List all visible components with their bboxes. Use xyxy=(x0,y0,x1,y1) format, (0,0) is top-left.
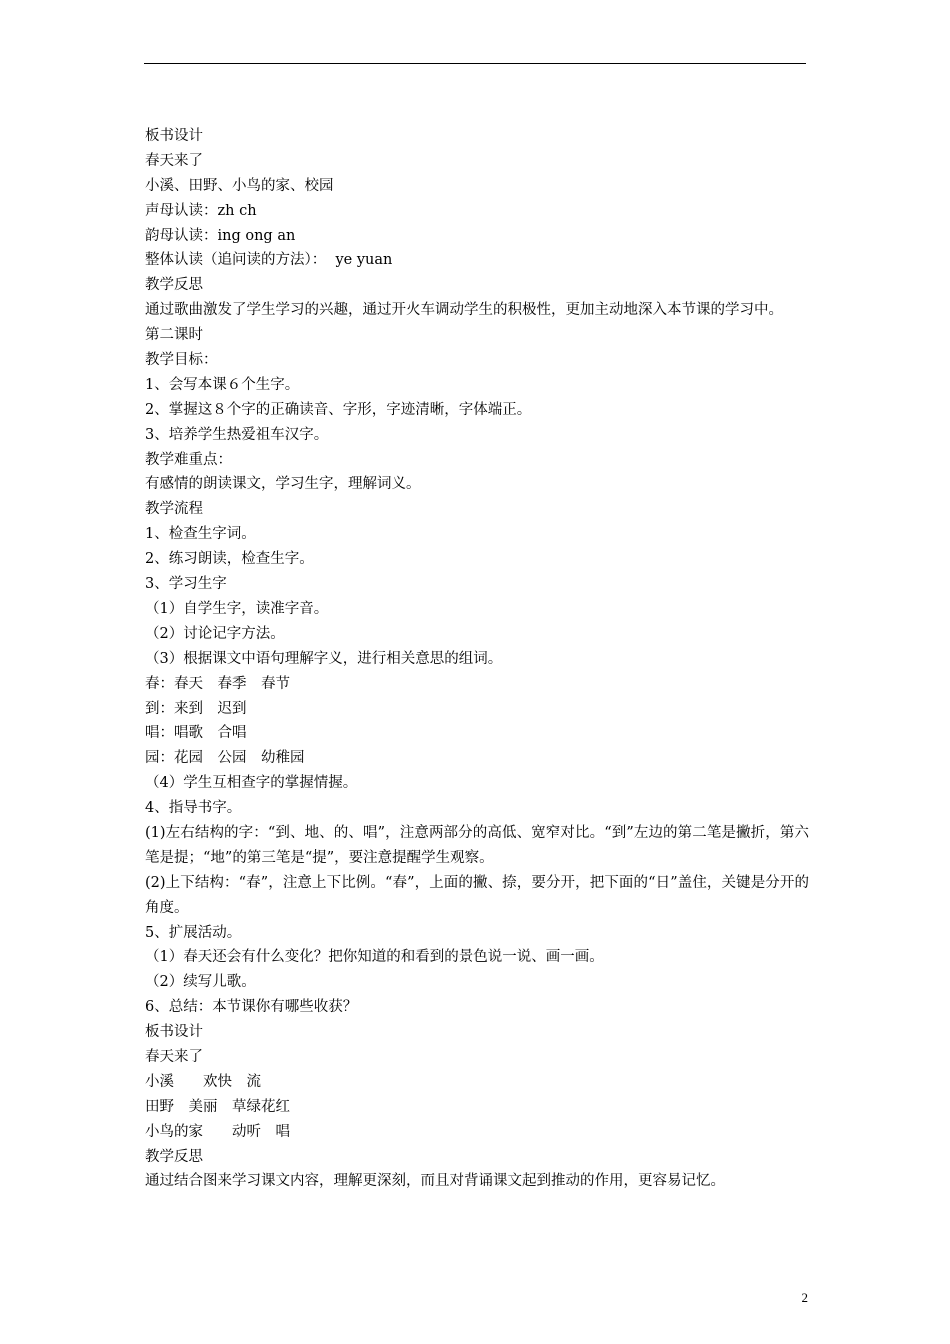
word-group: 园：花园 公园 幼稚园 xyxy=(145,750,305,767)
text-line: 声母认读：zh ch xyxy=(145,202,257,219)
sub-list-item: （1）春天还会有什么变化？把你知道的和看到的景色说一说、画一画。 xyxy=(145,949,604,966)
sub-list-item: （2）续写儿歌。 xyxy=(145,974,256,991)
paragraph: 通过歌曲激发了学生学习的兴趣，通过开火车调动学生的积极性，更加主动地深入本节课的学习中。 xyxy=(145,302,783,319)
section-heading-board-design: 板书设计 xyxy=(145,1024,203,1041)
text-line: 通过结合图来学习课文内容，理解更深刻，而且对背诵课文起到推动的作用，更容易记忆。 xyxy=(145,1173,725,1190)
sub-list-item: （1）自学生字，读准字音。 xyxy=(145,600,329,617)
section-heading-goals: 教学目标： xyxy=(145,352,218,369)
list-item: 3、学习生字 xyxy=(145,576,227,593)
sub-list-item: （4）学生互相查字的掌握情握。 xyxy=(145,775,358,792)
sub-list-item: （2）讨论记字方法。 xyxy=(145,625,285,642)
section-heading-second-lesson: 第二课时 xyxy=(145,327,203,344)
list-item: 6、总结：本节课你有哪些收获？ xyxy=(145,999,358,1016)
section-heading-key-points: 教学难重点： xyxy=(145,451,232,468)
list-item: 1、会写本课６个生字。 xyxy=(145,376,300,393)
section-heading-reflection: 教学反思 xyxy=(145,277,203,294)
word-group: 春：春天 春季 春节 xyxy=(145,675,290,692)
list-item: 4、指导书字。 xyxy=(145,800,242,817)
section-heading-reflection: 教学反思 xyxy=(145,1148,203,1165)
paragraph: (1)左右结构的字：“到、地、的、唱”，注意两部分的高低、宽窄对比。“到”左边的第二笔是撇折，第六笔是提；“地”的第三笔是“提”，要注意提醒学生观察。 xyxy=(145,824,809,866)
text-line: 小溪、田野、小鸟的家、校园 xyxy=(145,177,334,194)
board-row: 田野 美丽 草绿花红 xyxy=(145,1098,290,1115)
list-item: 5、扩展活动。 xyxy=(145,924,242,941)
list-item: 1、检查生字词。 xyxy=(145,526,256,543)
lesson-title: 春天来了 xyxy=(145,1049,203,1066)
list-item: 2、练习朗读，检查生字。 xyxy=(145,551,314,568)
board-row: 小鸟的家 动听 唱 xyxy=(145,1123,290,1140)
word-group: 到：来到 迟到 xyxy=(145,700,247,717)
sub-list-item: （3）根据课文中语句理解字义，进行相关意思的组词。 xyxy=(145,650,503,667)
paragraph: (2)上下结构：“春”，注意上下比例。“春”，上面的撇、捺，要分开，把下面的“日”盖住，关键是分开的角度。 xyxy=(145,874,809,916)
text-line: 有感情的朗读课文，学习生字，理解词义。 xyxy=(145,476,421,493)
board-row: 小溪 欢快 流 xyxy=(145,1073,261,1090)
section-heading-process: 教学流程 xyxy=(145,501,203,518)
list-item: 2、掌握这８个字的正确读音、字形，字迹清晰，字体端正。 xyxy=(145,401,532,418)
text-line: 整体认读（追问读的方法）： ye yuan xyxy=(145,252,393,269)
document-body xyxy=(145,124,809,1194)
text-line: 韵母认读：ing ong an xyxy=(145,227,296,244)
header-rule xyxy=(144,63,806,64)
lesson-title: 春天来了 xyxy=(145,152,203,169)
list-item: 3、培养学生热爱祖车汉字。 xyxy=(145,426,329,443)
word-group: 唱：唱歌 合唱 xyxy=(145,725,247,742)
page-number: 2 xyxy=(801,1290,808,1305)
section-heading-board-design: 板书设计 xyxy=(145,128,203,144)
